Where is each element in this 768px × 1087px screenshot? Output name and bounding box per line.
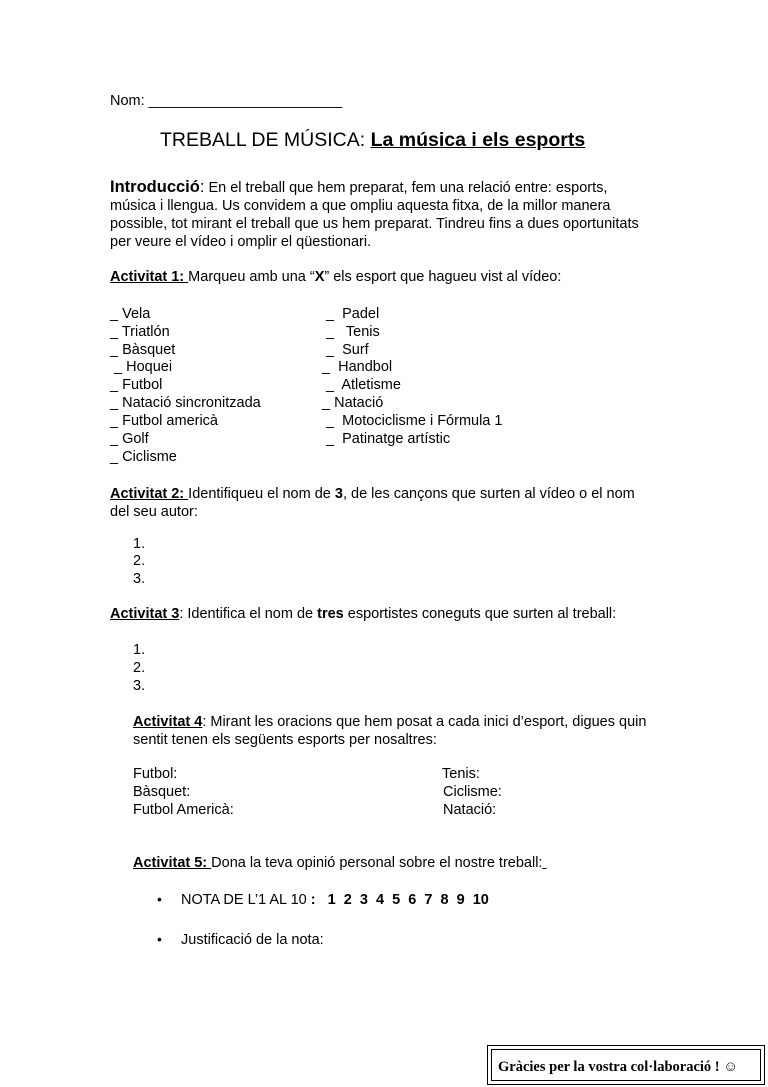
sport-checkbox-patinatge[interactable]: _ Patinatge artístic	[326, 431, 451, 447]
thanks-box	[487, 1045, 765, 1085]
sport-checkbox-hoquei[interactable]: _ Hoquei	[110, 359, 173, 375]
activity4-field-futbol[interactable]: Futbol:	[133, 766, 178, 782]
sport-checkbox-handbol[interactable]: _ Handbol	[322, 359, 393, 375]
thanks-text: Gràcies per la vostra col·laboració ! ☺	[498, 1059, 739, 1075]
activity2-num: 3	[334, 486, 343, 502]
activity5-trail	[542, 855, 546, 871]
name-line[interactable]: Nom: ________________________	[110, 93, 343, 109]
sport-checkbox-futbol-america[interactable]: _ Futbol americà	[110, 413, 218, 429]
activity1-text-b: ” els esport que hagueu vist al vídeo:	[324, 269, 562, 285]
activity3-answer-2[interactable]: 2.	[133, 660, 146, 676]
sport-checkbox-motociclisme[interactable]: _ Motociclisme i Fórmula 1	[326, 413, 503, 429]
activity4-field-ciclisme[interactable]: Ciclisme:	[443, 784, 502, 800]
intro-colon: :	[199, 178, 205, 196]
bullet-icon: •	[157, 931, 162, 947]
activity1-heading	[110, 269, 561, 285]
sport-checkbox-tenis[interactable]: _ Tenis	[326, 324, 380, 340]
intro-label: Introducció	[110, 178, 200, 196]
activity4-field-natacio[interactable]: Natació:	[443, 802, 497, 818]
grade-colon: :	[310, 892, 316, 908]
justification-field[interactable]: Justificació de la nota:	[181, 932, 324, 948]
activity4-field-futbol-america[interactable]: Futbol Americà:	[133, 802, 234, 818]
sport-checkbox-futbol[interactable]: _ Futbol	[110, 377, 163, 393]
activity1-mark: X	[314, 269, 325, 285]
activity2-heading	[110, 485, 655, 521]
intro-text: En el treball que hem preparat, fem una relació entre: esports, música i llengua. Us convidem a que ompliu aquesta fitxa, de la millor manera possible, tot mirant el treball que us hem preparat. Tindreu fins a dues oportunitats per veure el vídeo i omplir el qüestionari.	[110, 180, 639, 250]
title-topic: La música i els esports	[370, 129, 586, 151]
activity3-text-b: esportistes coneguts que surten al treball:	[343, 606, 617, 622]
activity1-text-a: Marqueu amb una “	[188, 269, 315, 285]
activity3-heading	[110, 606, 616, 622]
activity4-heading	[133, 713, 655, 749]
bullet-icon: •	[157, 891, 162, 907]
activity4-text: : Mirant les oracions que hem posat a cada inici d’esport, digues quin sentit tenen els següents esports per nosaltres:	[133, 714, 647, 748]
page-title	[160, 129, 585, 152]
sport-checkbox-vela[interactable]: _ Vela	[110, 306, 151, 322]
activity4-field-basquet[interactable]: Bàsquet:	[133, 784, 191, 800]
activity2-text-a: Identifiqueu el nom de	[188, 486, 335, 502]
activity2-answer-1[interactable]: 1.	[133, 536, 146, 552]
activity4-field-tenis[interactable]: Tenis:	[442, 766, 480, 782]
sport-checkbox-triatlon[interactable]: _ Triatlón	[110, 324, 170, 340]
sport-checkbox-natacio-sincronitzada[interactable]: _ Natació sincronitzada	[110, 395, 261, 411]
activity3-label: Activitat 3	[110, 606, 180, 622]
activity2-answer-2[interactable]: 2.	[133, 553, 146, 569]
sport-checkbox-basquet[interactable]: _ Bàsquet	[110, 342, 176, 358]
sport-checkbox-ciclisme[interactable]: _ Ciclisme	[110, 449, 177, 465]
activity2-answer-3[interactable]: 3.	[133, 571, 146, 587]
activity2-label: Activitat 2:	[110, 486, 189, 502]
title-prefix: TREBALL DE MÚSICA:	[160, 129, 371, 151]
activity5-text: Dona la teva opinió personal sobre el nostre treball:	[211, 855, 543, 871]
activity3-bold: tres	[317, 606, 344, 622]
activity3-text-a: : Identifica el nom de	[179, 606, 318, 622]
grade-label: NOTA DE L’1 AL 10	[181, 892, 311, 908]
activity4-label: Activitat 4	[133, 714, 203, 730]
sport-checkbox-natacio[interactable]: _ Natació	[322, 395, 384, 411]
sport-checkbox-surf[interactable]: _ Surf	[326, 342, 369, 358]
intro-paragraph	[110, 178, 655, 251]
grade-row	[181, 892, 489, 908]
sport-checkbox-atletisme[interactable]: _ Atletisme	[326, 377, 401, 393]
activity3-answer-3[interactable]: 3.	[133, 678, 146, 694]
activity3-answer-1[interactable]: 1.	[133, 642, 146, 658]
activity5-label: Activitat 5:	[133, 855, 212, 871]
sport-checkbox-golf[interactable]: _ Golf	[110, 431, 149, 447]
grade-options[interactable]: 1 2 3 4 5 6 7 8 9 10	[327, 892, 489, 908]
activity1-label: Activitat 1:	[110, 269, 189, 285]
sport-checkbox-padel[interactable]: _ Padel	[326, 306, 380, 322]
activity5-heading	[133, 855, 547, 871]
activity2-text-b: , de les cançons que surten al vídeo o el nom del seu autor:	[110, 486, 635, 520]
